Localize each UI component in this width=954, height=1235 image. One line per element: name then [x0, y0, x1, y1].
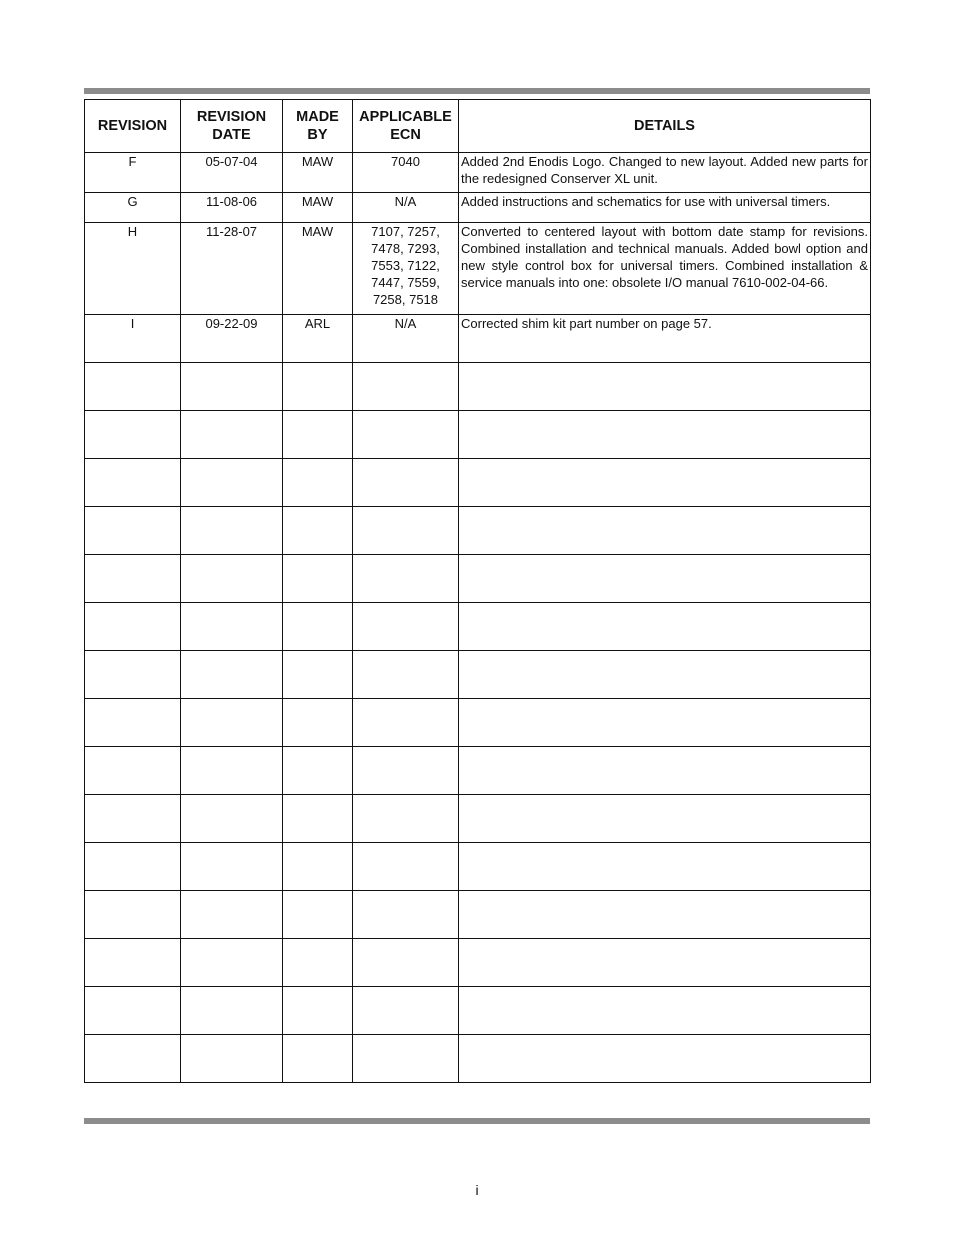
made-by-cell: MAW	[283, 223, 353, 315]
made-by-cell	[283, 747, 353, 795]
details-cell	[459, 843, 871, 891]
made-by-cell	[283, 987, 353, 1035]
made-by-cell	[283, 1035, 353, 1083]
details-cell: Converted to centered layout with bottom date stamp for revisions. Combined installation and technical manuals. Added bowl option and new style control box for universal timers. Combined installation & service manuals into one: obsolete I/O manual 7610-002-04-66.	[459, 223, 871, 315]
header-made-by: MADE BY	[283, 100, 353, 153]
empty-table-row	[85, 843, 871, 891]
details-cell	[459, 939, 871, 987]
empty-table-row	[85, 747, 871, 795]
revision-cell: I	[85, 315, 181, 363]
empty-table-row	[85, 939, 871, 987]
date-cell	[181, 603, 283, 651]
date-cell: 09-22-09	[181, 315, 283, 363]
empty-table-row	[85, 555, 871, 603]
revision-cell	[85, 891, 181, 939]
ecn-cell	[353, 651, 459, 699]
made-by-cell	[283, 843, 353, 891]
empty-table-row	[85, 603, 871, 651]
header-revision: REVISION	[85, 100, 181, 153]
details-cell	[459, 507, 871, 555]
date-cell	[181, 699, 283, 747]
details-cell: Corrected shim kit part number on page 57.	[459, 315, 871, 363]
ecn-cell	[353, 747, 459, 795]
revision-cell	[85, 939, 181, 987]
ecn-cell	[353, 1035, 459, 1083]
revision-cell	[85, 747, 181, 795]
ecn-cell	[353, 603, 459, 651]
details-cell	[459, 987, 871, 1035]
date-cell	[181, 795, 283, 843]
ecn-cell	[353, 411, 459, 459]
details-cell	[459, 747, 871, 795]
ecn-cell: 7107, 7257, 7478, 7293, 7553, 7122, 7447, 7559, 7258, 7518	[353, 223, 459, 315]
page-number: i	[475, 1182, 479, 1198]
ecn-cell	[353, 507, 459, 555]
made-by-cell	[283, 795, 353, 843]
ecn-cell	[353, 843, 459, 891]
empty-table-row	[85, 891, 871, 939]
revision-cell	[85, 651, 181, 699]
ecn-cell	[353, 555, 459, 603]
ecn-cell: N/A	[353, 193, 459, 223]
date-cell: 11-08-06	[181, 193, 283, 223]
details-cell	[459, 603, 871, 651]
revision-cell: F	[85, 153, 181, 193]
revision-cell	[85, 555, 181, 603]
revision-history-table	[84, 99, 871, 1083]
revision-cell	[85, 795, 181, 843]
revision-cell	[85, 603, 181, 651]
revision-cell	[85, 459, 181, 507]
ecn-cell	[353, 891, 459, 939]
revision-cell	[85, 411, 181, 459]
date-cell	[181, 651, 283, 699]
revision-cell	[85, 699, 181, 747]
made-by-cell	[283, 891, 353, 939]
details-cell	[459, 699, 871, 747]
revision-cell	[85, 363, 181, 411]
details-cell	[459, 459, 871, 507]
revision-cell	[85, 987, 181, 1035]
details-cell	[459, 891, 871, 939]
details-cell	[459, 411, 871, 459]
ecn-cell	[353, 939, 459, 987]
details-cell	[459, 1035, 871, 1083]
revision-cell: H	[85, 223, 181, 315]
date-cell	[181, 987, 283, 1035]
ecn-cell	[353, 795, 459, 843]
revision-cell	[85, 1035, 181, 1083]
ecn-cell: N/A	[353, 315, 459, 363]
header-details: DETAILS	[459, 100, 871, 153]
table-header-row	[85, 100, 871, 153]
date-cell	[181, 843, 283, 891]
date-cell	[181, 363, 283, 411]
details-cell: Added instructions and schematics for use with universal timers.	[459, 193, 871, 223]
empty-table-row	[85, 411, 871, 459]
date-cell: 11-28-07	[181, 223, 283, 315]
date-cell	[181, 1035, 283, 1083]
made-by-cell: MAW	[283, 153, 353, 193]
empty-table-row	[85, 795, 871, 843]
top-rule	[84, 88, 870, 94]
made-by-cell: MAW	[283, 193, 353, 223]
made-by-cell	[283, 411, 353, 459]
revision-cell: G	[85, 193, 181, 223]
revision-cell	[85, 507, 181, 555]
date-cell	[181, 939, 283, 987]
details-cell: Added 2nd Enodis Logo. Changed to new layout. Added new parts for the redesigned Conserver XL unit.	[459, 153, 871, 193]
ecn-cell: 7040	[353, 153, 459, 193]
empty-table-row	[85, 363, 871, 411]
date-cell: 05-07-04	[181, 153, 283, 193]
header-applicable-ecn: APPLICABLE ECN	[353, 100, 459, 153]
details-cell	[459, 651, 871, 699]
table-row	[85, 223, 871, 315]
ecn-cell	[353, 459, 459, 507]
details-cell	[459, 555, 871, 603]
date-cell	[181, 459, 283, 507]
bottom-rule	[84, 1118, 870, 1124]
table-row	[85, 153, 871, 193]
empty-table-row	[85, 459, 871, 507]
date-cell	[181, 507, 283, 555]
details-cell	[459, 795, 871, 843]
ecn-cell	[353, 699, 459, 747]
date-cell	[181, 411, 283, 459]
made-by-cell	[283, 603, 353, 651]
made-by-cell	[283, 939, 353, 987]
date-cell	[181, 891, 283, 939]
date-cell	[181, 747, 283, 795]
empty-table-row	[85, 507, 871, 555]
header-revision-date: REVISION DATE	[181, 100, 283, 153]
empty-table-row	[85, 987, 871, 1035]
empty-table-row	[85, 1035, 871, 1083]
date-cell	[181, 555, 283, 603]
ecn-cell	[353, 987, 459, 1035]
made-by-cell: ARL	[283, 315, 353, 363]
made-by-cell	[283, 699, 353, 747]
made-by-cell	[283, 555, 353, 603]
made-by-cell	[283, 363, 353, 411]
empty-table-row	[85, 651, 871, 699]
table-row	[85, 193, 871, 223]
revision-cell	[85, 843, 181, 891]
made-by-cell	[283, 459, 353, 507]
made-by-cell	[283, 507, 353, 555]
ecn-cell	[353, 363, 459, 411]
empty-table-row	[85, 699, 871, 747]
table-row	[85, 315, 871, 363]
details-cell	[459, 363, 871, 411]
made-by-cell	[283, 651, 353, 699]
